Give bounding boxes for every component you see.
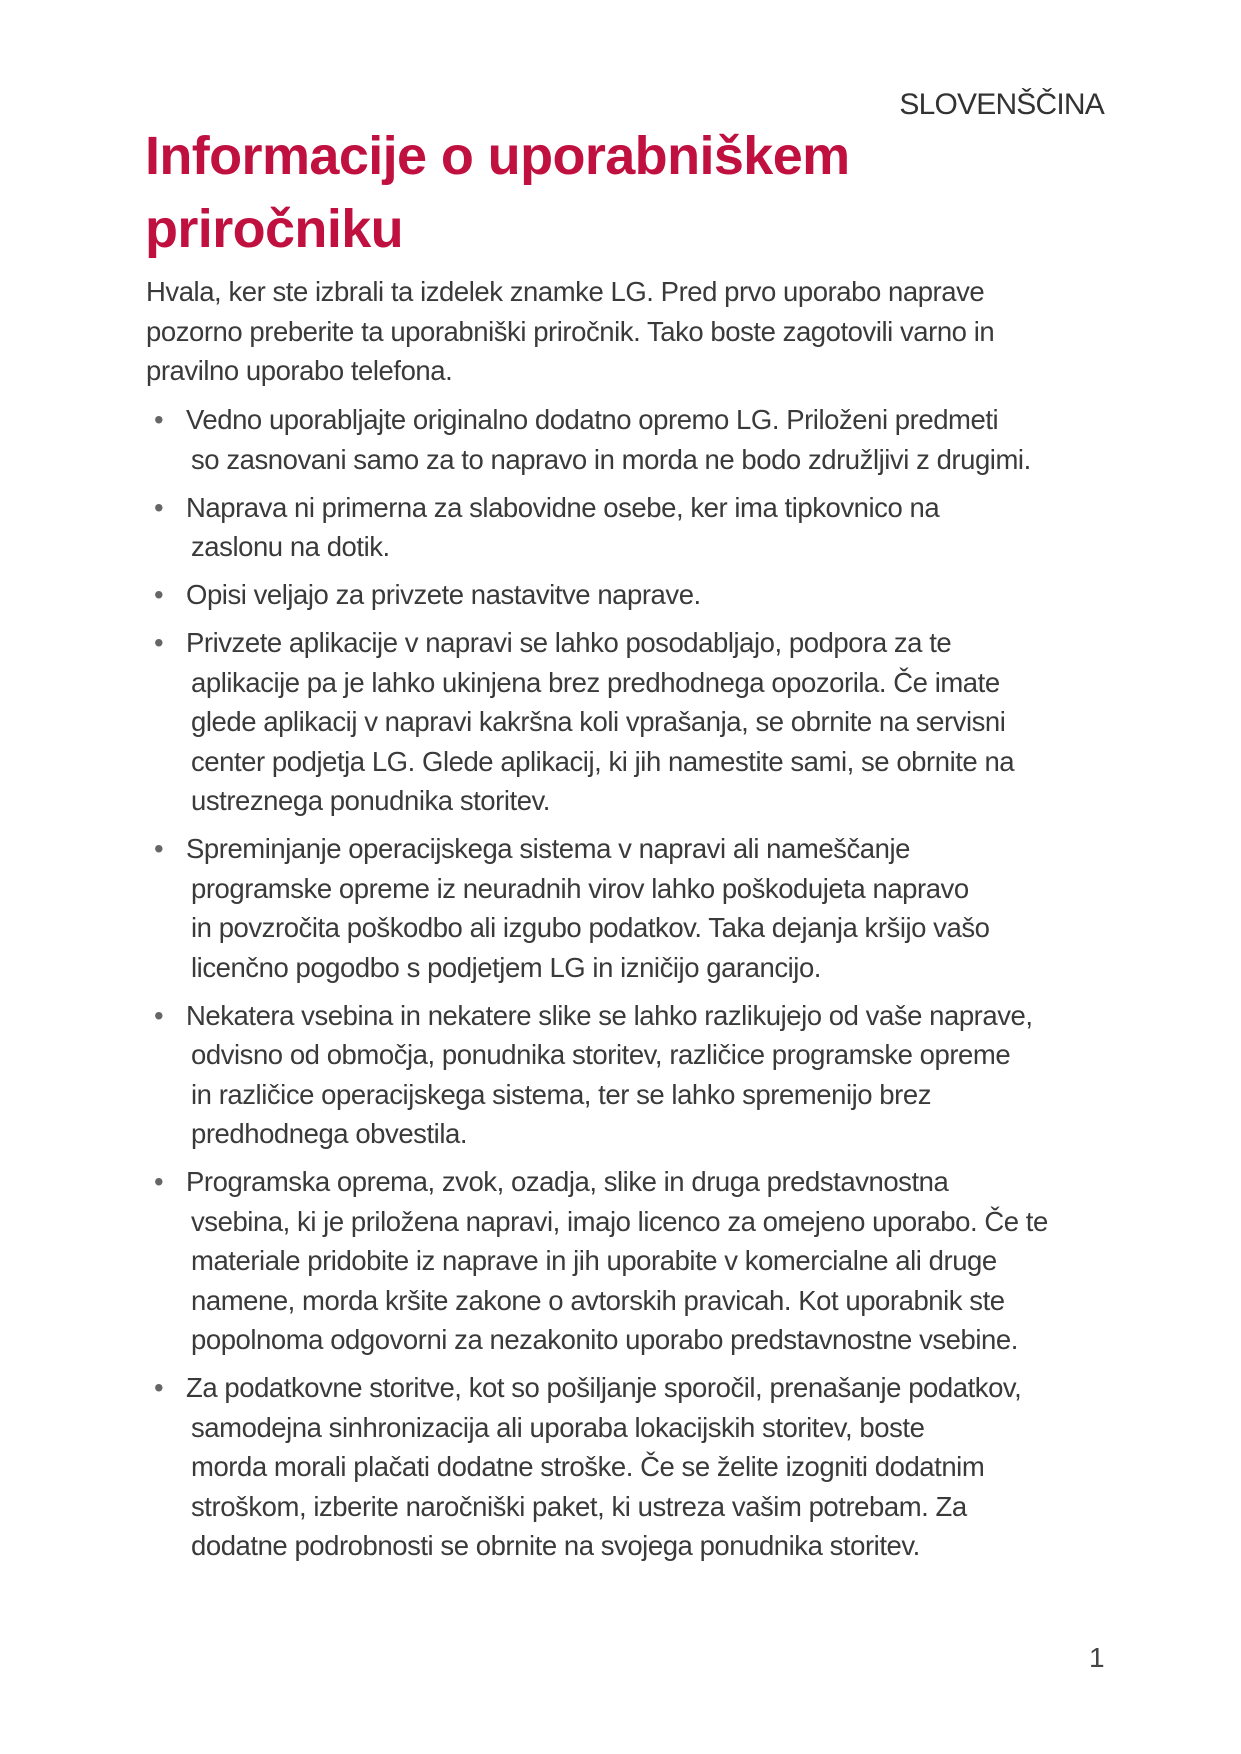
list-item-line: dodatne podrobnosti se obrnite na svojega ponudnika storitev.	[191, 1530, 920, 1561]
intro-line: pravilno uporabo telefona.	[146, 355, 453, 386]
bullet-icon: •	[154, 1372, 164, 1403]
bullet-icon: •	[154, 1166, 164, 1197]
list-item	[146, 829, 1048, 987]
list-item-line: vsebina, ki je priložena napravi, imajo licenco za omejeno uporabo. Če te	[191, 1205, 1048, 1237]
list-item-line: materiale pridobite iz naprave in jih uporabite v komercialne ali druge	[191, 1245, 997, 1276]
list-item	[146, 623, 1048, 821]
list-item-line: so zasnovani samo za to napravo in morda ne bodo združljivi z drugimi.	[191, 443, 1031, 475]
list-item-line: Opisi veljajo za privzete nastavitve naprave.	[186, 579, 701, 610]
bullet-icon: •	[154, 833, 164, 864]
title-line: priročniku	[145, 199, 404, 259]
list-item-line: stroškom, izberite naročniški paket, ki ustreza vašim potrebam. Za	[191, 1490, 967, 1522]
list-item	[146, 996, 1048, 1154]
language-label: SLOVENŠČINA	[899, 88, 1104, 121]
list-item-line: in povzročita poškodbo ali izgubo podatkov. Taka dejanja kršijo vašo	[191, 912, 990, 943]
list-item-line: in različice operacijskega sistema, ter se lahko spremenijo brez	[191, 1078, 932, 1110]
list-item-line: glede aplikacij v napravi kakršna koli vprašanja, se obrnite na servisni	[191, 706, 1006, 737]
list-item	[146, 1162, 1048, 1360]
list-item	[146, 400, 1048, 479]
page-title	[145, 120, 850, 266]
page-number: 1	[1089, 1642, 1105, 1673]
list-item	[146, 575, 1048, 615]
list-item-line: zaslonu na dotik.	[191, 531, 390, 562]
list-item-line: Vedno uporabljajte originalno dodatno opremo LG. Priloženi predmeti	[186, 404, 999, 435]
list-item-line: morda morali plačati dodatne stroške. Če se želite izogniti dodatnim	[191, 1451, 985, 1482]
intro-line: pozorno preberite ta uporabniški priročnik. Tako boste zagotovili varno in	[146, 315, 995, 347]
list-item-line: Nekatera vsebina in nekatere slike se lahko razlikujejo od vaše naprave,	[186, 999, 1033, 1031]
bullet-icon: •	[154, 491, 164, 523]
list-item-line: programske opreme iz neuradnih virov lahko poškodujeta napravo	[191, 872, 969, 904]
title-line: Informacije o uporabniškem	[145, 126, 850, 186]
bullet-list	[146, 400, 1048, 1574]
bullet-icon: •	[154, 999, 164, 1031]
list-item-line: namene, morda kršite zakone o avtorskih pravicah. Kot uporabnik ste	[191, 1284, 1005, 1316]
list-item-line: Spreminjanje operacijskega sistema v napravi ali nameščanje	[186, 833, 910, 864]
list-item-line: Privzete aplikacije v napravi se lahko posodabljajo, podpora za te	[186, 627, 952, 658]
list-item-line: Za podatkovne storitve, kot so pošiljanje sporočil, prenašanje podatkov,	[186, 1372, 1022, 1403]
bullet-icon: •	[154, 579, 164, 610]
bullet-icon: •	[154, 627, 164, 658]
list-item-line: odvisno od območja, ponudnika storitev, različice programske opreme	[191, 1039, 1011, 1070]
list-item	[146, 1368, 1048, 1566]
list-item-line: aplikacije pa je lahko ukinjena brez predhodnega opozorila. Če imate	[191, 666, 1000, 698]
list-item-line: Naprava ni primerna za slabovidne osebe, ker ima tipkovnico na	[186, 491, 940, 523]
bullet-icon: •	[154, 404, 164, 435]
list-item-line: center podjetja LG. Glede aplikacij, ki jih namestite sami, se obrnite na	[191, 745, 1015, 777]
list-item-line: popolnoma odgovorni za nezakonito uporabo predstavnostne vsebine.	[191, 1324, 1018, 1355]
list-item-line: samodejna sinhronizacija ali uporaba lokacijskih storitev, boste	[191, 1411, 925, 1443]
intro-line: Hvala, ker ste izbrali ta izdelek znamke LG. Pred prvo uporabo naprave	[146, 276, 985, 307]
list-item-line: licenčno pogodbo s podjetjem LG in izničijo garancijo.	[191, 951, 821, 983]
list-item	[146, 488, 1048, 567]
list-item-line: predhodnega obvestila.	[191, 1118, 468, 1149]
list-item-line: ustreznega ponudnika storitev.	[191, 785, 550, 816]
list-item-line: Programska oprema, zvok, ozadja, slike in druga predstavnostna	[186, 1166, 949, 1197]
intro-paragraph	[146, 272, 994, 391]
